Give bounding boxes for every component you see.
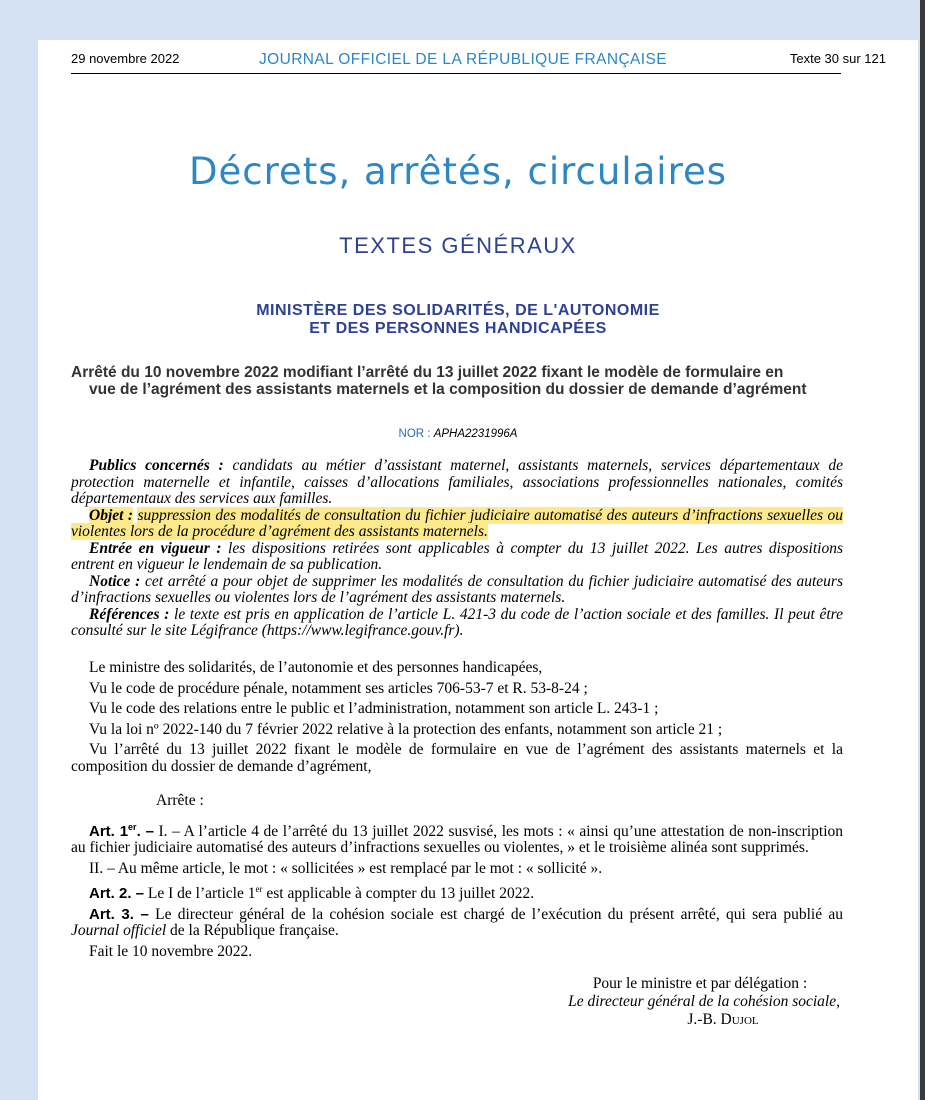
notice [71, 574, 843, 607]
article-1 [71, 819, 843, 857]
notice-text: cet arrêté a pour objet de supprimer les modalités de consultation du fichier judiciaire automatisé des auteurs d’infractions sexuelles ou violentes lors de l’agrément des assistants maternels. [71, 572, 843, 606]
signature-block [440, 975, 840, 1029]
article-1-ii: II. – Au même article, le mot : « sollicitées » est remplacé par le mot : « sollicité ». [89, 859, 603, 877]
header-text-reference: Texte 30 sur 121 [789, 51, 886, 66]
nor-value: APHA2231996A [433, 428, 518, 440]
document-page [38, 40, 918, 1100]
nor-label: NOR : [398, 428, 431, 440]
ministry-heading [38, 302, 878, 338]
arrete-heading: Arrête : [156, 792, 204, 809]
article-3: Art. 3. – Le directeur général de la cohésion sociale est chargé de l’exécution du présent arrêté, qui sera publié au Journal officiel de la République française. [71, 905, 843, 940]
section-title: Décrets, arrêtés, circulaires [188, 150, 728, 193]
decree-title-line-2: vue de l’agrément des assistants maternels et la composition du dossier de demande d’agrément [89, 381, 807, 398]
category-heading: TEXTES GÉNÉRAUX [339, 233, 577, 258]
summary-block [71, 458, 843, 640]
objet [71, 508, 843, 541]
header-divider [71, 73, 841, 74]
vigueur-label: Entrée en vigueur : [89, 539, 222, 557]
publics-text: candidats au métier d’assistant maternel, assistants maternels, services départementaux de protection maternelle et infantile, caisses d’allocations familiales, associations professionnelles nationales, comités départementaux des services aux familles. [71, 457, 844, 507]
fait-le: Fait le 10 novembre 2022. [89, 942, 253, 960]
signature-name: J.-B. Dujol [687, 1011, 759, 1028]
decree-title [71, 364, 843, 398]
preamble-vu-3: Vu la loi nº 2022-140 du 7 février 2022 relative à la protection des enfants, notamment son article 21 ; [89, 720, 723, 738]
references [71, 607, 843, 640]
ministry-line-2: ET DES PERSONNES HANDICAPÉES [309, 320, 607, 337]
article-2: Art. 2. – Le I de l’article 1er est applicable à compter du 13 juillet 2022. [89, 884, 535, 903]
body-text [71, 660, 843, 971]
entree-en-vigueur [71, 541, 843, 574]
signature-line-2: Le directeur général de la cohésion sociale, [568, 993, 840, 1010]
vigueur-text: les dispositions retirées sont applicables à compter du 13 juillet 2022. Les autres dispositions entrent en vigueur le lendemain de sa publication. [71, 539, 844, 573]
preamble-minister: Le ministre des solidarités, de l’autonomie et des personnes handicapées, [89, 659, 543, 676]
preamble-vu-1: Vu le code de procédure pénale, notamment ses articles 706-53-7 et R. 53-8-24 ; [89, 679, 588, 697]
references-label: Références : [89, 605, 170, 623]
signature-line-1: Pour le ministre et par délégation : [592, 975, 808, 992]
decree-title-line-1: Arrêté du 10 novembre 2022 modifiant l’arrêté du 13 juillet 2022 fixant le modèle de formulaire en [71, 364, 784, 381]
article-1-text: I. – A l’article 4 de l’arrêté du 13 juillet 2022 susvisé, les mots : « ainsi qu’une attestation de non-inscription au fichier judiciaire automatisé des auteurs d’infractions sexuelles ou violentes, » et le troisième alinéa sont supprimés. [71, 822, 844, 856]
article-3-label: Art. 3. – [89, 905, 149, 923]
publics-concernes [71, 458, 843, 508]
viewer-scrollbar-edge [920, 0, 925, 1100]
article-1-label: Art. 1er. – [89, 821, 154, 840]
objet-text-highlighted: suppression des modalités de consultation du fichier judiciaire automatisé des auteurs d’infractions sexuelles ou violentes lors de la procédure d’agrément des assistants maternels. [71, 506, 843, 540]
article-2-label: Art. 2. – [89, 885, 145, 903]
references-text: le texte est pris en application de l’article L. 421-3 du code de l’action sociale et des familles. Il peut être consulté sur le site Légifrance (https://www.legifrance.gouv.fr). [71, 605, 843, 639]
preamble-vu-4: Vu l’arrêté du 13 juillet 2022 fixant le modèle de formulaire en vue de l’agrément des assistants maternels et la composition du dossier de demande d’agrément, [71, 741, 843, 775]
objet-label: Objet : [89, 506, 134, 524]
header-journal-title: JOURNAL OFFICIEL DE LA RÉPUBLIQUE FRANÇAISE [259, 51, 667, 68]
nor-reference [38, 428, 878, 440]
publics-label: Publics concernés : [89, 457, 224, 474]
notice-label: Notice : [89, 572, 141, 590]
preamble-vu-2: Vu le code des relations entre le public et l’administration, notamment son article L. 243-1 ; [89, 700, 659, 717]
ministry-line-1: MINISTÈRE DES SOLIDARITÉS, DE L'AUTONOMIE [256, 302, 660, 319]
journal-officiel-italic: Journal officiel [71, 922, 167, 940]
header-date: 29 novembre 2022 [71, 51, 180, 66]
